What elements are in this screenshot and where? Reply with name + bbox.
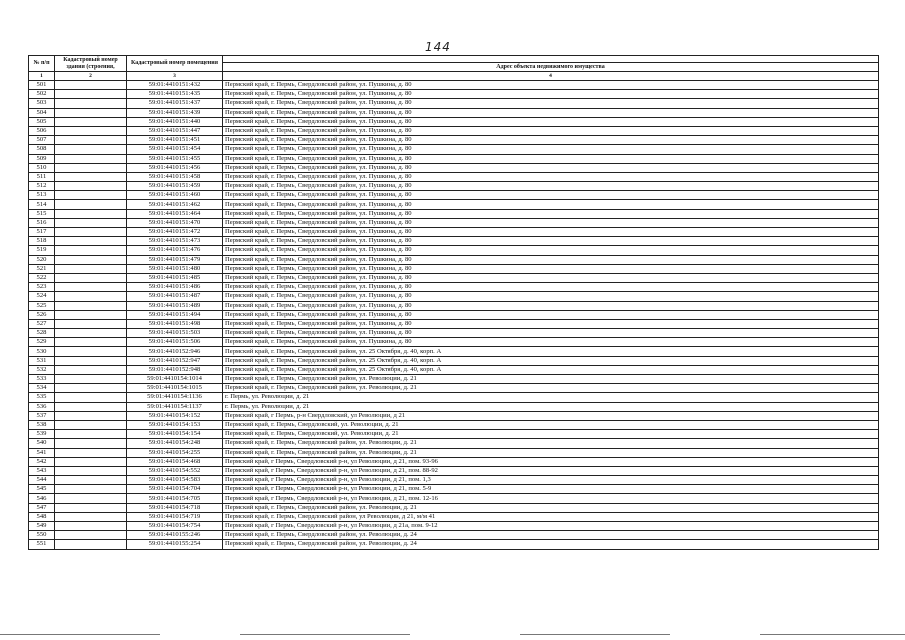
- building-cadastral-number: [55, 420, 127, 429]
- room-cadastral-number: 59:01:4410151:489: [127, 301, 223, 310]
- room-cadastral-number: 59:01:4410151:451: [127, 136, 223, 145]
- room-cadastral-number: 59:01:4410154:154: [127, 430, 223, 439]
- property-address: Пермский край, г. Пермь, Свердловский район, ул. Пушкина, д. 80: [223, 255, 879, 264]
- room-cadastral-number: 59:01:4410151:472: [127, 228, 223, 237]
- building-cadastral-number: [55, 90, 127, 99]
- row-number: 544: [29, 476, 55, 485]
- scan-footer-rule: [520, 634, 670, 635]
- row-number: 528: [29, 329, 55, 338]
- property-address: Пермский край, г. Пермь, Свердловский район, ул. Революции, д. 24: [223, 540, 879, 549]
- header-colnum-3: 3: [127, 72, 223, 81]
- table-row: [29, 273, 879, 282]
- table-row: [29, 310, 879, 319]
- room-cadastral-number: 59:01:4410151:460: [127, 191, 223, 200]
- room-cadastral-number: 59:01:4410151:473: [127, 237, 223, 246]
- row-number: 535: [29, 393, 55, 402]
- room-cadastral-number: 59:01:4410151:454: [127, 145, 223, 154]
- table-row: [29, 522, 879, 531]
- row-number: 506: [29, 126, 55, 135]
- table-row: [29, 117, 879, 126]
- building-cadastral-number: [55, 466, 127, 475]
- row-number: 539: [29, 430, 55, 439]
- row-number: 543: [29, 466, 55, 475]
- row-number: 522: [29, 273, 55, 282]
- row-number: 515: [29, 209, 55, 218]
- header-colnum-2: 2: [55, 72, 127, 81]
- building-cadastral-number: [55, 485, 127, 494]
- room-cadastral-number: 59:01:4410154:719: [127, 512, 223, 521]
- property-address: Пермский край, г. Пермь, Свердловский район, ул. Пушкина, д. 80: [223, 228, 879, 237]
- table-row: [29, 338, 879, 347]
- table-row: [29, 347, 879, 356]
- building-cadastral-number: [55, 126, 127, 135]
- room-cadastral-number: 59:01:4410151:503: [127, 329, 223, 338]
- property-address: Пермский край, г. Пермь, Свердловский район, ул. Пушкина, д. 80: [223, 182, 879, 191]
- building-cadastral-number: [55, 136, 127, 145]
- room-cadastral-number: 59:01:4410151:432: [127, 81, 223, 90]
- table-row: [29, 319, 879, 328]
- table-row: [29, 237, 879, 246]
- row-number: 534: [29, 384, 55, 393]
- scan-footer-rule: [0, 634, 160, 635]
- room-cadastral-number: 59:01:4410151:447: [127, 126, 223, 135]
- building-cadastral-number: [55, 384, 127, 393]
- room-cadastral-number: 59:01:4410151:464: [127, 209, 223, 218]
- room-cadastral-number: 59:01:4410151:458: [127, 172, 223, 181]
- row-number: 508: [29, 145, 55, 154]
- building-cadastral-number: [55, 448, 127, 457]
- row-number: 538: [29, 420, 55, 429]
- header-colnum-1: 1: [29, 72, 55, 81]
- table-row: [29, 81, 879, 90]
- property-address: Пермский край, г. Пермь, Свердловский район, ул. Революции, д. 21: [223, 384, 879, 393]
- table-body: [29, 81, 879, 550]
- header-num: № п/п: [29, 56, 55, 72]
- building-cadastral-number: [55, 430, 127, 439]
- room-cadastral-number: 59:01:4410151:462: [127, 200, 223, 209]
- building-cadastral-number: [55, 228, 127, 237]
- property-address: Пермский край, г. Пермь, Свердловский район, ул. Пушкина, д. 80: [223, 191, 879, 200]
- property-address: Пермский край, г Пермь, Свердловский р-н, ул Революции, д 21, пом. 88-92: [223, 466, 879, 475]
- row-number: 545: [29, 485, 55, 494]
- building-cadastral-number: [55, 347, 127, 356]
- property-address: Пермский край, г. Пермь, Свердловский район, ул. Пушкина, д. 80: [223, 329, 879, 338]
- property-address: Пермский край, г. Пермь, Свердловский район, ул. Революции, д. 21: [223, 439, 879, 448]
- header-address: Адрес объекта недвижимого имущества: [223, 63, 879, 72]
- property-address: Пермский край, г. Пермь, Свердловский, ул. Революции, д. 21: [223, 430, 879, 439]
- row-number: 525: [29, 301, 55, 310]
- property-address: Пермский край, г. Пермь, Свердловский район, ул. Пушкина, д. 80: [223, 145, 879, 154]
- property-address: Пермский край, г. Пермь, Свердловский район, ул. Пушкина, д. 80: [223, 338, 879, 347]
- room-cadastral-number: 59:01:4410151:456: [127, 163, 223, 172]
- room-cadastral-number: 59:01:4410154:255: [127, 448, 223, 457]
- row-number: 507: [29, 136, 55, 145]
- property-address: Пермский край, г. Пермь, Свердловский район, ул. Пушкина, д. 80: [223, 108, 879, 117]
- property-address: Пермский край, г. Пермь, Свердловский район, ул. Пушкина, д. 80: [223, 237, 879, 246]
- table-row: [29, 182, 879, 191]
- building-cadastral-number: [55, 338, 127, 347]
- table-row: [29, 228, 879, 237]
- room-cadastral-number: 59:01:4410155:246: [127, 531, 223, 540]
- row-number: 512: [29, 182, 55, 191]
- row-number: 526: [29, 310, 55, 319]
- building-cadastral-number: [55, 117, 127, 126]
- header-colnum-4: 4: [223, 72, 879, 81]
- room-cadastral-number: 59:01:4410154:1014: [127, 375, 223, 384]
- building-cadastral-number: [55, 154, 127, 163]
- property-address: Пермский край, г. Пермь, Свердловский район, ул. Революции, д. 21: [223, 375, 879, 384]
- table-row: [29, 246, 879, 255]
- row-number: 537: [29, 411, 55, 420]
- table-row: [29, 384, 879, 393]
- room-cadastral-number: 59:01:4410151:439: [127, 108, 223, 117]
- table-row: [29, 439, 879, 448]
- row-number: 520: [29, 255, 55, 264]
- property-address: Пермский край, г. Пермь, Свердловский район, ул. Пушкина, д. 80: [223, 81, 879, 90]
- row-number: 509: [29, 154, 55, 163]
- table-row: [29, 108, 879, 117]
- building-cadastral-number: [55, 246, 127, 255]
- property-address: Пермский край, г. Пермь, Свердловский район, ул. Пушкина, д. 80: [223, 163, 879, 172]
- property-address: Пермский край, г Пермь, Свердловский р-н, ул Революции, д 21а, пом. 9-12: [223, 522, 879, 531]
- building-cadastral-number: [55, 145, 127, 154]
- property-address: Пермский край, г. Пермь, Свердловский район, ул. Пушкина, д. 80: [223, 319, 879, 328]
- building-cadastral-number: [55, 200, 127, 209]
- room-cadastral-number: 59:01:4410151:479: [127, 255, 223, 264]
- room-cadastral-number: 59:01:4410151:506: [127, 338, 223, 347]
- property-address: Пермский край, г. Пермь, Свердловский район, ул. Пушкина, д. 80: [223, 126, 879, 135]
- table-row: [29, 136, 879, 145]
- room-cadastral-number: 59:01:4410151:480: [127, 264, 223, 273]
- building-cadastral-number: [55, 329, 127, 338]
- property-address: Пермский край, г. Пермь, Свердловский район, ул. Пушкина, д. 80: [223, 301, 879, 310]
- header-room-cadastral: Кадастровый номер помещения: [127, 56, 223, 72]
- property-address: Пермский край, г. Пермь, Свердловский район, ул. Пушкина, д. 80: [223, 283, 879, 292]
- building-cadastral-number: [55, 356, 127, 365]
- property-address: Пермский край, г. Пермь, Свердловский район, ул. Пушкина, д. 80: [223, 310, 879, 319]
- building-cadastral-number: [55, 301, 127, 310]
- row-number: 540: [29, 439, 55, 448]
- property-address: Пермский край, г. Пермь, Свердловский район, ул. Пушкина, д. 80: [223, 292, 879, 301]
- building-cadastral-number: [55, 81, 127, 90]
- row-number: 523: [29, 283, 55, 292]
- property-registry-table: [28, 55, 879, 550]
- property-address: Пермский край, г. Пермь, Свердловский район, ул. Пушкина, д. 80: [223, 218, 879, 227]
- property-address: Пермский край, г Пермь, Свердловский р-н, ул Революции, д 21, пом. 1,3: [223, 476, 879, 485]
- scan-footer-rule: [760, 634, 905, 635]
- row-number: 549: [29, 522, 55, 531]
- room-cadastral-number: 59:01:4410151:459: [127, 182, 223, 191]
- table-row: [29, 466, 879, 475]
- property-address: г. Пермь, ул. Революции, д. 21: [223, 402, 879, 411]
- table-row: [29, 292, 879, 301]
- building-cadastral-number: [55, 191, 127, 200]
- building-cadastral-number: [55, 375, 127, 384]
- table-row: [29, 301, 879, 310]
- row-number: 510: [29, 163, 55, 172]
- building-cadastral-number: [55, 283, 127, 292]
- row-number: 547: [29, 503, 55, 512]
- table-row: [29, 209, 879, 218]
- building-cadastral-number: [55, 402, 127, 411]
- room-cadastral-number: 59:01:4410151:435: [127, 90, 223, 99]
- row-number: 505: [29, 117, 55, 126]
- property-address: Пермский край, г. Пермь, Свердловский район, ул. Пушкина, д. 80: [223, 172, 879, 181]
- table-row: [29, 375, 879, 384]
- scan-footer-rule: [240, 634, 410, 635]
- property-address: Пермский край, г. Пермь, Свердловский район, ул. Революции, д. 24: [223, 531, 879, 540]
- row-number: 501: [29, 81, 55, 90]
- building-cadastral-number: [55, 163, 127, 172]
- building-cadastral-number: [55, 457, 127, 466]
- property-address: Пермский край, г. Пермь, Свердловский район, ул. Пушкина, д. 80: [223, 209, 879, 218]
- table-row: [29, 411, 879, 420]
- room-cadastral-number: 59:01:4410152:946: [127, 347, 223, 356]
- room-cadastral-number: 59:01:4410152:948: [127, 365, 223, 374]
- property-address: Пермский край, г. Пермь, Свердловский район, ул. 25 Октября, д. 40, корп. А: [223, 356, 879, 365]
- table-row: [29, 393, 879, 402]
- page-number: 144: [425, 40, 451, 54]
- row-number: 536: [29, 402, 55, 411]
- property-address: Пермский край, г. Пермь, Свердловский район, ул. Пушкина, д. 80: [223, 136, 879, 145]
- room-cadastral-number: 59:01:4410151:476: [127, 246, 223, 255]
- row-number: 516: [29, 218, 55, 227]
- table-row: [29, 531, 879, 540]
- building-cadastral-number: [55, 172, 127, 181]
- row-number: 518: [29, 237, 55, 246]
- property-address: Пермский край, г. Пермь, Свердловский район, ул. Пушкина, д. 80: [223, 154, 879, 163]
- room-cadastral-number: 59:01:4410151:498: [127, 319, 223, 328]
- row-number: 504: [29, 108, 55, 117]
- table-row: [29, 154, 879, 163]
- building-cadastral-number: [55, 512, 127, 521]
- room-cadastral-number: 59:01:4410151:494: [127, 310, 223, 319]
- room-cadastral-number: 59:01:4410154:1137: [127, 402, 223, 411]
- table-row: [29, 191, 879, 200]
- row-number: 514: [29, 200, 55, 209]
- building-cadastral-number: [55, 99, 127, 108]
- room-cadastral-number: 59:01:4410151:455: [127, 154, 223, 163]
- building-cadastral-number: [55, 503, 127, 512]
- building-cadastral-number: [55, 365, 127, 374]
- table-header: [29, 56, 879, 81]
- table-row: [29, 476, 879, 485]
- room-cadastral-number: 59:01:4410152:947: [127, 356, 223, 365]
- property-address: Пермский край, г Пермь, р-н Свердловский, ул Революции, д 21: [223, 411, 879, 420]
- property-address: Пермский край, г. Пермь, Свердловский район, ул. Пушкина, д. 80: [223, 117, 879, 126]
- building-cadastral-number: [55, 476, 127, 485]
- property-address: Пермский край, г. Пермь, Свердловский район, ул. 25 Октября, д. 40, корп. А: [223, 347, 879, 356]
- property-address: Пермский край, г. Пермь, Свердловский, ул. Революции, д. 21: [223, 420, 879, 429]
- row-number: 551: [29, 540, 55, 549]
- row-number: 532: [29, 365, 55, 374]
- room-cadastral-number: 59:01:4410151:487: [127, 292, 223, 301]
- property-address: Пермский край, г. Пермь, Свердловский район, ул. Пушкина, д. 80: [223, 246, 879, 255]
- property-address: Пермский край, г. Пермь, Свердловский район, ул. Пушкина, д. 80: [223, 264, 879, 273]
- row-number: 546: [29, 494, 55, 503]
- row-number: 533: [29, 375, 55, 384]
- table-row: [29, 503, 879, 512]
- room-cadastral-number: 59:01:4410154:248: [127, 439, 223, 448]
- row-number: 548: [29, 512, 55, 521]
- row-number: 503: [29, 99, 55, 108]
- table-row: [29, 356, 879, 365]
- room-cadastral-number: 59:01:4410151:470: [127, 218, 223, 227]
- property-address: Пермский край, г. Пермь, Свердловский район, ул. Пушкина, д. 80: [223, 99, 879, 108]
- property-address: Пермский край, г Пермь, Свердловский р-н, ул Революции, д 21, пом. 93-96: [223, 457, 879, 466]
- row-number: 502: [29, 90, 55, 99]
- property-address: г. Пермь, ул. Революции, д. 21: [223, 393, 879, 402]
- property-address: Пермский край, г. Пермь, Свердловский район, ул. Революции, д. 21: [223, 448, 879, 457]
- row-number: 550: [29, 531, 55, 540]
- room-cadastral-number: 59:01:4410154:1136: [127, 393, 223, 402]
- row-number: 541: [29, 448, 55, 457]
- building-cadastral-number: [55, 273, 127, 282]
- property-address: Пермский край, г. Пермь, Свердловский район, ул. Пушкина, д. 80: [223, 200, 879, 209]
- room-cadastral-number: 59:01:4410154:468: [127, 457, 223, 466]
- table-row: [29, 283, 879, 292]
- building-cadastral-number: [55, 292, 127, 301]
- table-row: [29, 365, 879, 374]
- table-row: [29, 457, 879, 466]
- table-row: [29, 218, 879, 227]
- table-row: [29, 172, 879, 181]
- table-row: [29, 494, 879, 503]
- property-address: Пермский край, г. Пермь, Свердловский район, ул. Революции, д. 21: [223, 503, 879, 512]
- building-cadastral-number: [55, 531, 127, 540]
- room-cadastral-number: 59:01:4410154:153: [127, 420, 223, 429]
- room-cadastral-number: 59:01:4410154:552: [127, 466, 223, 475]
- room-cadastral-number: 59:01:4410154:718: [127, 503, 223, 512]
- building-cadastral-number: [55, 540, 127, 549]
- room-cadastral-number: 59:01:4410151:486: [127, 283, 223, 292]
- property-address: Пермский край, г. Пермь, Свердловский район, ул. Пушкина, д. 80: [223, 273, 879, 282]
- row-number: 521: [29, 264, 55, 273]
- building-cadastral-number: [55, 209, 127, 218]
- table-row: [29, 126, 879, 135]
- row-number: 529: [29, 338, 55, 347]
- room-cadastral-number: 59:01:4410151:437: [127, 99, 223, 108]
- table-row: [29, 512, 879, 521]
- building-cadastral-number: [55, 494, 127, 503]
- building-cadastral-number: [55, 182, 127, 191]
- table-row: [29, 163, 879, 172]
- building-cadastral-number: [55, 393, 127, 402]
- table-row: [29, 448, 879, 457]
- row-number: 517: [29, 228, 55, 237]
- room-cadastral-number: 59:01:4410154:152: [127, 411, 223, 420]
- table-row: [29, 145, 879, 154]
- table-row: [29, 402, 879, 411]
- table-row: [29, 420, 879, 429]
- table-row: [29, 99, 879, 108]
- room-cadastral-number: 59:01:4410154:583: [127, 476, 223, 485]
- row-number: 524: [29, 292, 55, 301]
- row-number: 530: [29, 347, 55, 356]
- row-number: 531: [29, 356, 55, 365]
- table-row: [29, 430, 879, 439]
- table-row: [29, 264, 879, 273]
- property-address: Пермский край, г. Пермь, Свердловский район, ул. Пушкина, д. 80: [223, 90, 879, 99]
- room-cadastral-number: 59:01:4410154:1015: [127, 384, 223, 393]
- room-cadastral-number: 59:01:4410154:754: [127, 522, 223, 531]
- building-cadastral-number: [55, 108, 127, 117]
- room-cadastral-number: 59:01:4410154:705: [127, 494, 223, 503]
- room-cadastral-number: 59:01:4410154:704: [127, 485, 223, 494]
- table-row: [29, 90, 879, 99]
- row-number: 511: [29, 172, 55, 181]
- property-address: Пермский край, г Пермь, Свердловский р-н, ул Революции, д 21, пом. 12-16: [223, 494, 879, 503]
- building-cadastral-number: [55, 237, 127, 246]
- building-cadastral-number: [55, 319, 127, 328]
- table-row: [29, 329, 879, 338]
- table-row: [29, 540, 879, 549]
- building-cadastral-number: [55, 218, 127, 227]
- table-row: [29, 485, 879, 494]
- table-row: [29, 200, 879, 209]
- building-cadastral-number: [55, 411, 127, 420]
- property-address: Пермский край, г. Пермь, Свердловский район, ул. 25 Октября, д. 40, корп. А: [223, 365, 879, 374]
- property-address: Пермский край, г Пермь, Свердловский р-н, ул Революции, д 21, пом. 5-9: [223, 485, 879, 494]
- property-address: Пермский край, г. Пермь, Свердловский район, ул Революции, д 21, м/м 41: [223, 512, 879, 521]
- row-number: 527: [29, 319, 55, 328]
- building-cadastral-number: [55, 522, 127, 531]
- header-address-top: [223, 56, 879, 63]
- room-cadastral-number: 59:01:4410151:440: [127, 117, 223, 126]
- building-cadastral-number: [55, 264, 127, 273]
- room-cadastral-number: 59:01:4410151:485: [127, 273, 223, 282]
- header-building-cadastral: Кадастровый номер здания (строения,: [55, 56, 127, 72]
- table-row: [29, 255, 879, 264]
- room-cadastral-number: 59:01:4410155:254: [127, 540, 223, 549]
- building-cadastral-number: [55, 255, 127, 264]
- row-number: 513: [29, 191, 55, 200]
- row-number: 519: [29, 246, 55, 255]
- building-cadastral-number: [55, 439, 127, 448]
- building-cadastral-number: [55, 310, 127, 319]
- row-number: 542: [29, 457, 55, 466]
